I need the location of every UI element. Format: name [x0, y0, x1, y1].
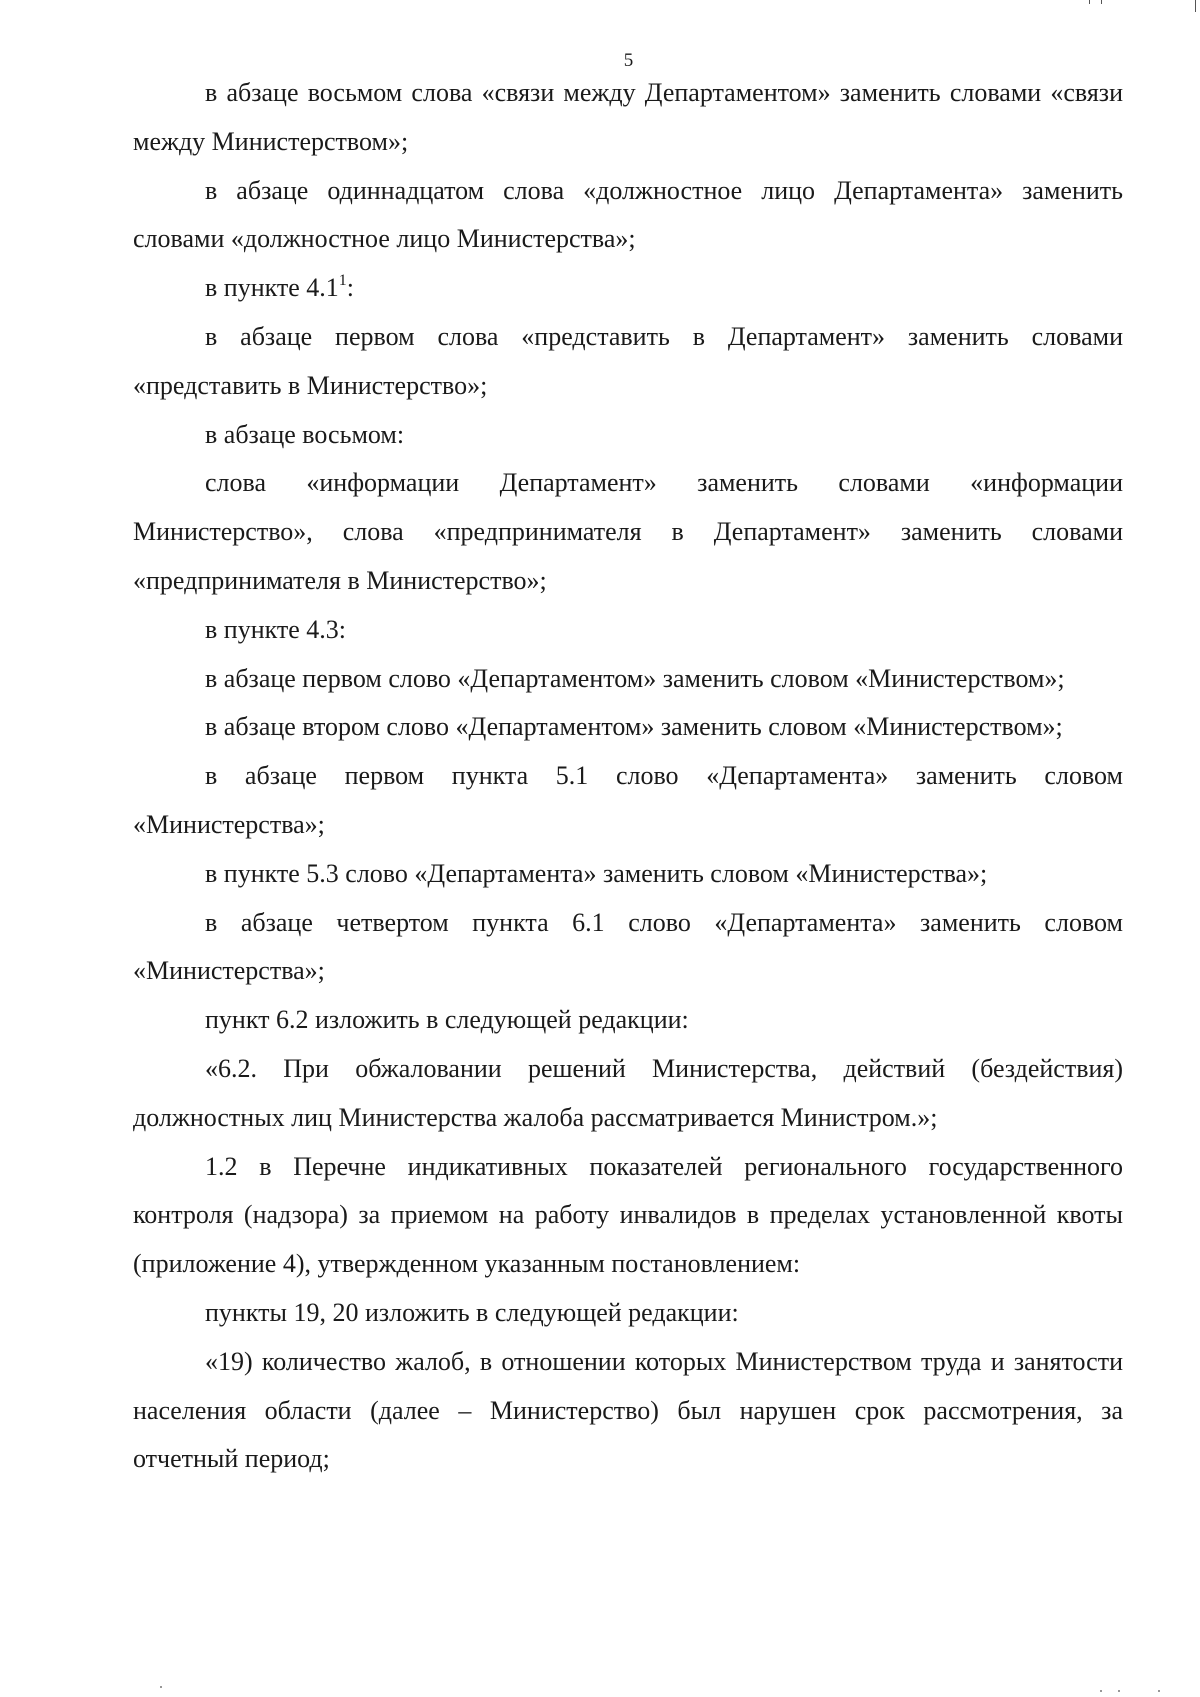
paragraph-text: в пункте 4.1	[205, 273, 339, 303]
paragraph: слова «информации Департамент» заменить словами «информации Министерство», слова «предпринимателя в Департамент» заменить словами «предпринимателя в Министерство»;	[133, 468, 1123, 595]
paragraph: в абзаце первом пункта 5.1 слово «Департамента» заменить словом «Министерства»;	[133, 761, 1123, 839]
paragraph: в абзаце четвертом пункта 6.1 слово «Департамента» заменить словом «Министерства»;	[133, 907, 1123, 986]
scan-edge-mark	[1195, 0, 1196, 12]
paragraph-tail: :	[346, 273, 355, 303]
paragraph: «6.2. При обжаловании решений Министерства, действий (бездействия) должностных лиц Министерства жалоба рассматривается Министром.»;	[133, 1053, 1123, 1132]
page-number: 5	[623, 50, 634, 71]
paragraph: «19) количество жалоб, в отношении которых Министерством труда и занятости населения области (далее – Министерство) был нарушен срок рассмотрения, за отчетный период;	[133, 1346, 1123, 1474]
paragraph: в абзаце втором слово «Департаментом» заменить словом «Министерством»;	[205, 712, 1063, 742]
document-body	[133, 69, 1123, 1484]
scan-speck	[1118, 1690, 1120, 1692]
paragraph: пункт 6.2 изложить в следующей редакции:	[205, 1005, 689, 1035]
scan-speck	[1100, 1690, 1102, 1692]
scan-speck	[1158, 1690, 1160, 1692]
paragraph: в абзаце первом слово «Департаментом» заменить словом «Министерством»;	[205, 663, 1065, 693]
paragraph	[133, 264, 1123, 313]
paragraph: в пункте 4.3:	[205, 614, 347, 644]
paragraph: в абзаце восьмом слова «связи между Департаментом» заменить словами «связи между Министерством»;	[133, 78, 1123, 156]
superscript: 1	[338, 272, 347, 290]
paragraph: пункты 19, 20 изложить в следующей редакции:	[205, 1297, 739, 1327]
paragraph: в абзаце первом слова «представить в Департамент» заменить словами «представить в Министерство»;	[133, 321, 1123, 400]
scan-speck	[160, 1686, 162, 1688]
paragraph: в абзаце одиннадцатом слова «должностное лицо Департамента» заменить словами «должностное лицо Министерства»;	[133, 175, 1123, 254]
scan-edge-mark	[1101, 0, 1102, 4]
paragraph: 1.2 в Перечне индикативных показателей регионального государственного контроля (надзора) за приемом на работу инвалидов в пределах установленной квоты (приложение 4), утвержденном указанным постановлением:	[133, 1151, 1123, 1279]
paragraph: в абзаце восьмом:	[205, 419, 405, 449]
scan-edge-mark	[1089, 0, 1090, 4]
paragraph: в пункте 5.3 слово «Департамента» заменить словом «Министерства»;	[205, 858, 988, 888]
